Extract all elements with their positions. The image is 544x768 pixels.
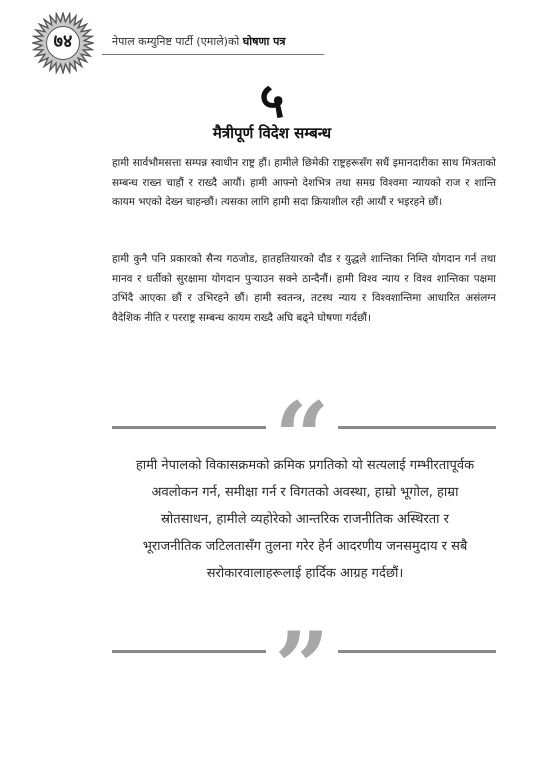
close-quote-icon bbox=[266, 626, 338, 684]
running-title-bold: घोषणा पत्र bbox=[242, 35, 286, 48]
body-paragraph-1: हामी सार्वभौमसत्ता सम्पन्न स्वाधीन राष्ट्र हौं। हामीले छिमेकी राष्ट्रहरूसँग सधैं इमानदारीका साथ मित्रताको सम्बन्ध राख्न चाहौं र राख्दै आयौं। हामी आफ्नो देशभित्र तथा समग्र विश्वमा न्यायको राज र शान्ति कायम भएको देख्न चाहन्छौं। त्यसका लागि हामी सदा क्रियाशील रही आयौं र भइरहने छौं। bbox=[112, 157, 496, 208]
chapter-number: ५ bbox=[259, 73, 285, 129]
open-quote-glyph: “ bbox=[274, 398, 330, 456]
chapter-title: मैत्रीपूर्ण विदेश सम्बन्ध bbox=[212, 124, 332, 142]
body-paragraph-2: हामी कुनै पनि प्रकारको सैन्य गठजोड, हातहतियारको दौड र युद्धले शान्तिका निम्ति योगदान गर्न तथा मानव र धर्तीको सुरक्षामा योगदान पुऱ्याउन सक्ने ठान्दैनौं। हामी विश्व न्याय र विश्व शान्तिका पक्षमा उभिंदै आएका छौं र उभिरहने छौं। हामी स्वतन्त्र, तटस्थ न्याय र विश्वशान्तिमा आधारित असंलग्न वैदेशिक नीति र परराष्ट्र सम्बन्ध कायम राख्दै अघि बढ्ने घोषणा गर्दछौं। bbox=[112, 253, 496, 324]
header-rule bbox=[102, 54, 324, 55]
page-header bbox=[0, 0, 544, 80]
open-quote-icon bbox=[266, 398, 338, 456]
quote-text: हामी नेपालको विकासक्रमको क्रमिक प्रगतिको यो सत्यलाई गम्भीरतापूर्वक अवलोकन गर्न, समीक्षा गर्न र विगतको अवस्था, हाम्रो भूगोल, हाम्रा स्रोतसाधन, हामीले व्यहोरेको आन्तरिक राजनीतिक अस्थिरता र भूराजनीतिक जटिलतासँग तुलना गरेर हेर्न आदरणीय जनसमुदाय र सबै सरोकारवालाहरूलाई हार्दिक आग्रह गर्दछौं। bbox=[135, 458, 475, 581]
running-title-prefix: नेपाल कम्युनिष्ट पार्टी (एमाले)को bbox=[112, 35, 240, 48]
page-number: ७४ bbox=[53, 31, 73, 52]
close-quote-glyph: ” bbox=[274, 626, 330, 684]
running-title bbox=[112, 34, 285, 49]
